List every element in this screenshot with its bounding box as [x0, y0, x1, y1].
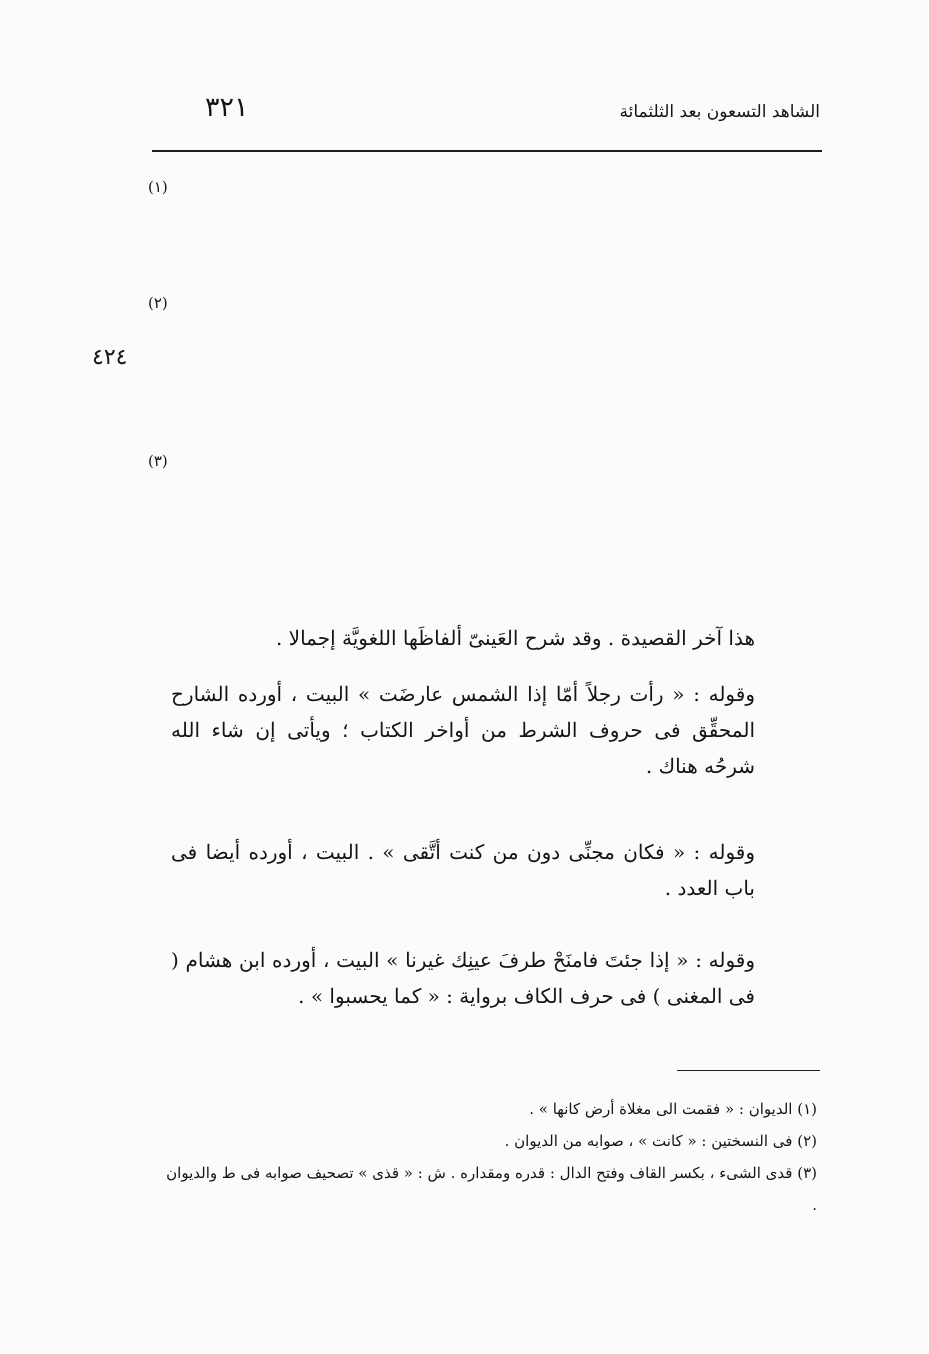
footnote-separator: [677, 1070, 820, 1071]
paragraph-text: وقوله : « فكان مجنِّى دون من كنت أتَّقى » . البيت ، أورده أيضا فى باب العدد .: [171, 840, 755, 900]
footnote: (١) الديوان : « فقمت الى مغلاة أرض كانها » .: [529, 1100, 817, 1118]
page-number: ٣٢١: [205, 92, 249, 123]
footnote-marker: (٢): [148, 294, 168, 312]
footnote-marker: (١): [148, 178, 168, 196]
running-title: الشاهد التسعون بعد الثلثمائة: [619, 102, 820, 122]
paragraph-text: وقوله : « رأت رجلاً أمّا إذا الشمس عارضَت » البيت ، أورده الشارح المحقِّق فى حروف الشرط من أواخر الكتاب ؛ ويأتى إن شاء الله شرحُه هناك .: [171, 682, 755, 778]
footnote: (٢) فى النسختين : « كانت » ، صوابه من الديوان .: [504, 1132, 817, 1150]
footnotes: [157, 1093, 817, 1221]
footnote-marker: (٣): [148, 452, 168, 470]
header-rule: [152, 150, 822, 152]
paragraph: [171, 942, 817, 1014]
paragraph-text: وقوله : « إذا جئتَ فامنَحْ طرفَ عينِك غيرنا » البيت ، أورده ابن هشام ( فى المغنى ) فى حرف الكاف برواية : « كما يحسبوا » .: [171, 948, 755, 1008]
paragraph-text: هذا آخر القصيدة . وقد شرح العَينىّ ألفاظَها اللغويَّة إجمالا .: [275, 626, 755, 650]
paragraph: [171, 834, 817, 906]
footnote: (٣) قدى الشىء ، بكسر القاف وفتح الدال : قدره ومقداره . ش : « قذى » تصحيف صوابه فى ط والديوان .: [166, 1164, 817, 1214]
paragraph: [171, 676, 817, 784]
margin-number: ٤٢٤: [92, 345, 128, 370]
paragraph: [171, 620, 817, 656]
